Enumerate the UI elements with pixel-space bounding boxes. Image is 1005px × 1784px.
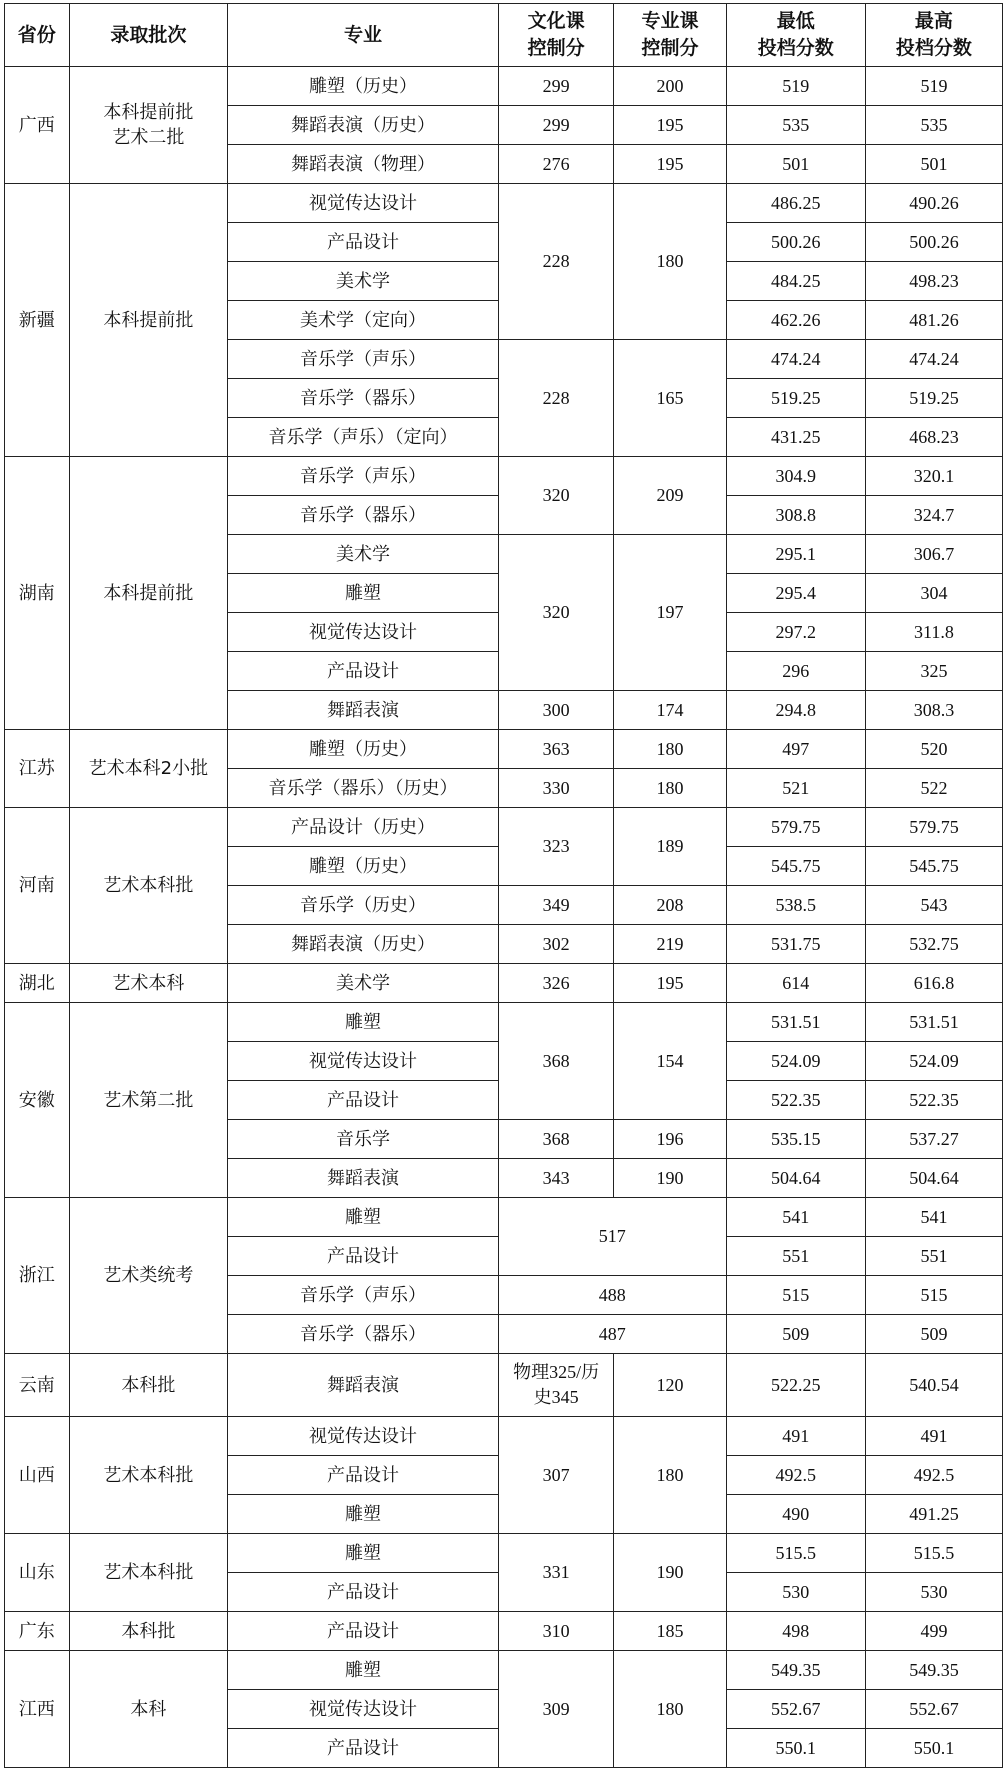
min-score-cell: 509 <box>726 1315 865 1354</box>
major-cell: 视觉传达设计 <box>228 1690 499 1729</box>
batch-cell: 本科提前批 <box>69 184 228 457</box>
major-cell: 舞蹈表演 <box>228 691 499 730</box>
max-score-cell: 504.64 <box>865 1159 1002 1198</box>
min-score-cell: 486.25 <box>726 184 865 223</box>
max-score-cell: 492.5 <box>865 1456 1002 1495</box>
header-min-score <box>726 4 865 67</box>
header-max-line2: 投档分数 <box>895 37 972 59</box>
culture-score-cell: 326 <box>498 964 614 1003</box>
max-score-cell: 541 <box>865 1198 1002 1237</box>
major-cell: 音乐学（声乐）（定向） <box>228 418 499 457</box>
major-cell: 产品设计 <box>228 1612 499 1651</box>
province-cell: 江苏 <box>5 730 70 808</box>
batch-cell: 艺术第二批 <box>69 1003 228 1198</box>
header-province: 省份 <box>5 4 70 67</box>
combined-score-cell: 487 <box>498 1315 726 1354</box>
major-cell: 雕塑（历史） <box>228 730 499 769</box>
max-score-cell: 549.35 <box>865 1651 1002 1690</box>
major-cell: 视觉传达设计 <box>228 1417 499 1456</box>
major-cell: 音乐学（声乐） <box>228 457 499 496</box>
province-cell: 河南 <box>5 808 70 964</box>
min-score-cell: 538.5 <box>726 886 865 925</box>
pro-score-cell: 120 <box>614 1354 726 1417</box>
major-cell: 舞蹈表演 <box>228 1159 499 1198</box>
pro-score-cell: 208 <box>614 886 726 925</box>
pro-score-cell: 180 <box>614 730 726 769</box>
min-score-cell: 535.15 <box>726 1120 865 1159</box>
major-cell: 雕塑 <box>228 1003 499 1042</box>
max-score-cell: 481.26 <box>865 301 1002 340</box>
min-score-cell: 501 <box>726 145 865 184</box>
max-score-cell: 579.75 <box>865 808 1002 847</box>
table-row <box>5 1534 1003 1573</box>
min-score-cell: 431.25 <box>726 418 865 457</box>
min-score-cell: 504.64 <box>726 1159 865 1198</box>
major-cell: 舞蹈表演 <box>228 1354 499 1417</box>
max-score-cell: 551 <box>865 1237 1002 1276</box>
min-score-cell: 304.9 <box>726 457 865 496</box>
province-cell: 广东 <box>5 1612 70 1651</box>
major-cell: 音乐学（声乐） <box>228 340 499 379</box>
header-pro-line1: 专业课 <box>641 10 699 32</box>
min-score-cell: 490 <box>726 1495 865 1534</box>
batch-cell: 艺术本科批 <box>69 1534 228 1612</box>
table-row <box>5 184 1003 223</box>
max-score-cell: 491 <box>865 1417 1002 1456</box>
pro-score-cell: 195 <box>614 145 726 184</box>
max-score-cell: 540.54 <box>865 1354 1002 1417</box>
major-cell: 雕塑 <box>228 574 499 613</box>
major-cell: 产品设计 <box>228 1573 499 1612</box>
culture-score-cell: 363 <box>498 730 614 769</box>
pro-score-cell: 154 <box>614 1003 726 1120</box>
max-score-cell: 499 <box>865 1612 1002 1651</box>
culture-score-cell: 330 <box>498 769 614 808</box>
min-score-cell: 521 <box>726 769 865 808</box>
min-score-cell: 491 <box>726 1417 865 1456</box>
min-score-cell: 524.09 <box>726 1042 865 1081</box>
province-cell: 湖南 <box>5 457 70 730</box>
major-cell: 产品设计 <box>228 652 499 691</box>
min-score-cell: 551 <box>726 1237 865 1276</box>
major-cell: 美术学（定向） <box>228 301 499 340</box>
major-cell: 音乐学（器乐）（历史） <box>228 769 499 808</box>
max-score-cell: 530 <box>865 1573 1002 1612</box>
province-cell: 安徽 <box>5 1003 70 1198</box>
province-cell: 湖北 <box>5 964 70 1003</box>
culture-score-cell: 299 <box>498 106 614 145</box>
max-score-cell: 311.8 <box>865 613 1002 652</box>
province-cell: 山西 <box>5 1417 70 1534</box>
culture-score-cell: 368 <box>498 1120 614 1159</box>
min-score-cell: 294.8 <box>726 691 865 730</box>
culture-score-cell: 368 <box>498 1003 614 1120</box>
culture-score-cell: 310 <box>498 1612 614 1651</box>
major-cell: 雕塑 <box>228 1534 499 1573</box>
min-score-cell: 541 <box>726 1198 865 1237</box>
min-score-cell: 522.25 <box>726 1354 865 1417</box>
culture-score-cell: 307 <box>498 1417 614 1534</box>
min-score-cell: 515.5 <box>726 1534 865 1573</box>
min-score-cell: 549.35 <box>726 1651 865 1690</box>
major-cell: 音乐学（器乐） <box>228 1315 499 1354</box>
header-culture-line2: 控制分 <box>527 37 585 59</box>
max-score-cell: 537.27 <box>865 1120 1002 1159</box>
max-score-cell: 501 <box>865 145 1002 184</box>
major-cell: 舞蹈表演（历史） <box>228 106 499 145</box>
culture-score-cell: 323 <box>498 808 614 886</box>
pro-score-cell: 180 <box>614 769 726 808</box>
min-score-cell: 462.26 <box>726 301 865 340</box>
pro-score-cell: 180 <box>614 1651 726 1768</box>
table-row <box>5 1003 1003 1042</box>
header-batch: 录取批次 <box>69 4 228 67</box>
pro-score-cell: 190 <box>614 1159 726 1198</box>
batch-cell: 艺术本科 <box>69 964 228 1003</box>
min-score-cell: 519 <box>726 67 865 106</box>
max-score-cell: 552.67 <box>865 1690 1002 1729</box>
culture-score-cell: 302 <box>498 925 614 964</box>
min-score-cell: 498 <box>726 1612 865 1651</box>
major-cell: 产品设计 <box>228 1729 499 1768</box>
batch-cell: 艺术类统考 <box>69 1198 228 1354</box>
min-score-cell: 474.24 <box>726 340 865 379</box>
major-cell: 产品设计（历史） <box>228 808 499 847</box>
max-score-cell: 545.75 <box>865 847 1002 886</box>
province-cell: 广西 <box>5 67 70 184</box>
major-cell: 产品设计 <box>228 1237 499 1276</box>
major-cell: 舞蹈表演（物理） <box>228 145 499 184</box>
table-row <box>5 67 1003 106</box>
culture-score-cell: 343 <box>498 1159 614 1198</box>
major-cell: 雕塑 <box>228 1198 499 1237</box>
max-score-cell: 519 <box>865 67 1002 106</box>
culture-score-cell: 228 <box>498 184 614 340</box>
max-score-cell: 474.24 <box>865 340 1002 379</box>
pro-score-cell: 200 <box>614 67 726 106</box>
min-score-cell: 530 <box>726 1573 865 1612</box>
batch-cell <box>69 67 228 184</box>
batch-cell: 本科 <box>69 1651 228 1768</box>
min-score-cell: 535 <box>726 106 865 145</box>
max-score-cell: 616.8 <box>865 964 1002 1003</box>
major-cell: 音乐学 <box>228 1120 499 1159</box>
max-score-cell: 515 <box>865 1276 1002 1315</box>
min-score-cell: 515 <box>726 1276 865 1315</box>
max-score-cell: 532.75 <box>865 925 1002 964</box>
major-cell: 美术学 <box>228 262 499 301</box>
pro-score-cell: 209 <box>614 457 726 535</box>
table-row <box>5 1198 1003 1237</box>
max-score-cell: 535 <box>865 106 1002 145</box>
min-score-cell: 531.75 <box>726 925 865 964</box>
min-score-cell: 500.26 <box>726 223 865 262</box>
max-score-cell: 468.23 <box>865 418 1002 457</box>
header-culture-score <box>498 4 614 67</box>
max-score-cell: 325 <box>865 652 1002 691</box>
batch-cell: 本科提前批 <box>69 457 228 730</box>
header-culture-line1: 文化课 <box>527 10 585 32</box>
major-cell: 舞蹈表演（历史） <box>228 925 499 964</box>
table-wrapper <box>4 3 1003 1768</box>
header-max-score <box>865 4 1002 67</box>
culture-score-cell: 299 <box>498 67 614 106</box>
culture-score-cell <box>498 1354 614 1417</box>
major-cell: 雕塑 <box>228 1495 499 1534</box>
major-cell: 产品设计 <box>228 1456 499 1495</box>
major-cell: 雕塑（历史） <box>228 67 499 106</box>
pro-score-cell: 189 <box>614 808 726 886</box>
min-score-cell: 297.2 <box>726 613 865 652</box>
province-cell: 江西 <box>5 1651 70 1768</box>
min-score-cell: 296 <box>726 652 865 691</box>
batch-cell: 艺术本科批 <box>69 808 228 964</box>
major-cell: 美术学 <box>228 964 499 1003</box>
admission-score-table <box>4 3 1003 1768</box>
min-score-cell: 295.1 <box>726 535 865 574</box>
max-score-cell: 491.25 <box>865 1495 1002 1534</box>
max-score-cell: 543 <box>865 886 1002 925</box>
major-cell: 产品设计 <box>228 1081 499 1120</box>
culture-score-line: 史345 <box>533 1387 579 1407</box>
combined-score-cell: 488 <box>498 1276 726 1315</box>
major-cell: 美术学 <box>228 535 499 574</box>
pro-score-cell: 165 <box>614 340 726 457</box>
pro-score-cell: 195 <box>614 964 726 1003</box>
major-cell: 雕塑 <box>228 1651 499 1690</box>
major-cell: 视觉传达设计 <box>228 613 499 652</box>
min-score-cell: 497 <box>726 730 865 769</box>
max-score-cell: 308.3 <box>865 691 1002 730</box>
min-score-cell: 614 <box>726 964 865 1003</box>
header-min-line2: 投档分数 <box>757 37 834 59</box>
batch-cell: 艺术本科批 <box>69 1417 228 1534</box>
min-score-cell: 295.4 <box>726 574 865 613</box>
header-pro-score <box>614 4 726 67</box>
major-cell: 视觉传达设计 <box>228 1042 499 1081</box>
pro-score-cell: 219 <box>614 925 726 964</box>
table-row <box>5 1417 1003 1456</box>
max-score-cell: 490.26 <box>865 184 1002 223</box>
max-score-cell: 524.09 <box>865 1042 1002 1081</box>
province-cell: 云南 <box>5 1354 70 1417</box>
pro-score-cell: 174 <box>614 691 726 730</box>
culture-score-cell: 349 <box>498 886 614 925</box>
header-max-line1: 最高 <box>914 10 953 32</box>
culture-score-cell: 300 <box>498 691 614 730</box>
culture-score-cell: 228 <box>498 340 614 457</box>
pro-score-cell: 180 <box>614 1417 726 1534</box>
max-score-cell: 320.1 <box>865 457 1002 496</box>
major-cell: 视觉传达设计 <box>228 184 499 223</box>
table-row <box>5 1354 1003 1417</box>
batch-cell: 本科批 <box>69 1612 228 1651</box>
min-score-cell: 484.25 <box>726 262 865 301</box>
max-score-cell: 522 <box>865 769 1002 808</box>
province-cell: 山东 <box>5 1534 70 1612</box>
table-row <box>5 457 1003 496</box>
major-cell: 雕塑（历史） <box>228 847 499 886</box>
max-score-cell: 531.51 <box>865 1003 1002 1042</box>
culture-score-cell: 331 <box>498 1534 614 1612</box>
table-row <box>5 1651 1003 1690</box>
header-pro-line2: 控制分 <box>641 37 699 59</box>
pro-score-cell: 190 <box>614 1534 726 1612</box>
max-score-cell: 498.23 <box>865 262 1002 301</box>
pro-score-cell: 196 <box>614 1120 726 1159</box>
min-score-cell: 550.1 <box>726 1729 865 1768</box>
major-cell: 音乐学（器乐） <box>228 496 499 535</box>
province-cell: 新疆 <box>5 184 70 457</box>
batch-line: 艺术二批 <box>112 127 185 148</box>
pro-score-cell: 180 <box>614 184 726 340</box>
header-min-line1: 最低 <box>776 10 815 32</box>
batch-cell: 艺术本科2小批 <box>69 730 228 808</box>
batch-line: 本科提前批 <box>103 102 194 123</box>
table-row <box>5 808 1003 847</box>
min-score-cell: 522.35 <box>726 1081 865 1120</box>
table-row <box>5 964 1003 1003</box>
max-score-cell: 550.1 <box>865 1729 1002 1768</box>
max-score-cell: 515.5 <box>865 1534 1002 1573</box>
min-score-cell: 531.51 <box>726 1003 865 1042</box>
culture-score-cell: 309 <box>498 1651 614 1768</box>
pro-score-cell: 185 <box>614 1612 726 1651</box>
combined-score-cell: 517 <box>498 1198 726 1276</box>
min-score-cell: 579.75 <box>726 808 865 847</box>
culture-score-cell: 276 <box>498 145 614 184</box>
culture-score-cell: 320 <box>498 535 614 691</box>
pro-score-cell: 197 <box>614 535 726 691</box>
table-row <box>5 730 1003 769</box>
major-cell: 产品设计 <box>228 223 499 262</box>
min-score-cell: 552.67 <box>726 1690 865 1729</box>
major-cell: 音乐学（历史） <box>228 886 499 925</box>
major-cell: 音乐学（声乐） <box>228 1276 499 1315</box>
province-cell: 浙江 <box>5 1198 70 1354</box>
pro-score-cell: 195 <box>614 106 726 145</box>
max-score-cell: 304 <box>865 574 1002 613</box>
major-cell: 音乐学（器乐） <box>228 379 499 418</box>
min-score-cell: 492.5 <box>726 1456 865 1495</box>
max-score-cell: 522.35 <box>865 1081 1002 1120</box>
max-score-cell: 306.7 <box>865 535 1002 574</box>
max-score-cell: 324.7 <box>865 496 1002 535</box>
max-score-cell: 500.26 <box>865 223 1002 262</box>
min-score-cell: 308.8 <box>726 496 865 535</box>
table-row <box>5 1612 1003 1651</box>
max-score-cell: 520 <box>865 730 1002 769</box>
header-row <box>5 4 1003 67</box>
batch-cell: 本科批 <box>69 1354 228 1417</box>
max-score-cell: 509 <box>865 1315 1002 1354</box>
max-score-cell: 519.25 <box>865 379 1002 418</box>
header-major: 专业 <box>228 4 499 67</box>
min-score-cell: 519.25 <box>726 379 865 418</box>
culture-score-line: 物理325/历 <box>513 1362 600 1382</box>
min-score-cell: 545.75 <box>726 847 865 886</box>
culture-score-cell: 320 <box>498 457 614 535</box>
